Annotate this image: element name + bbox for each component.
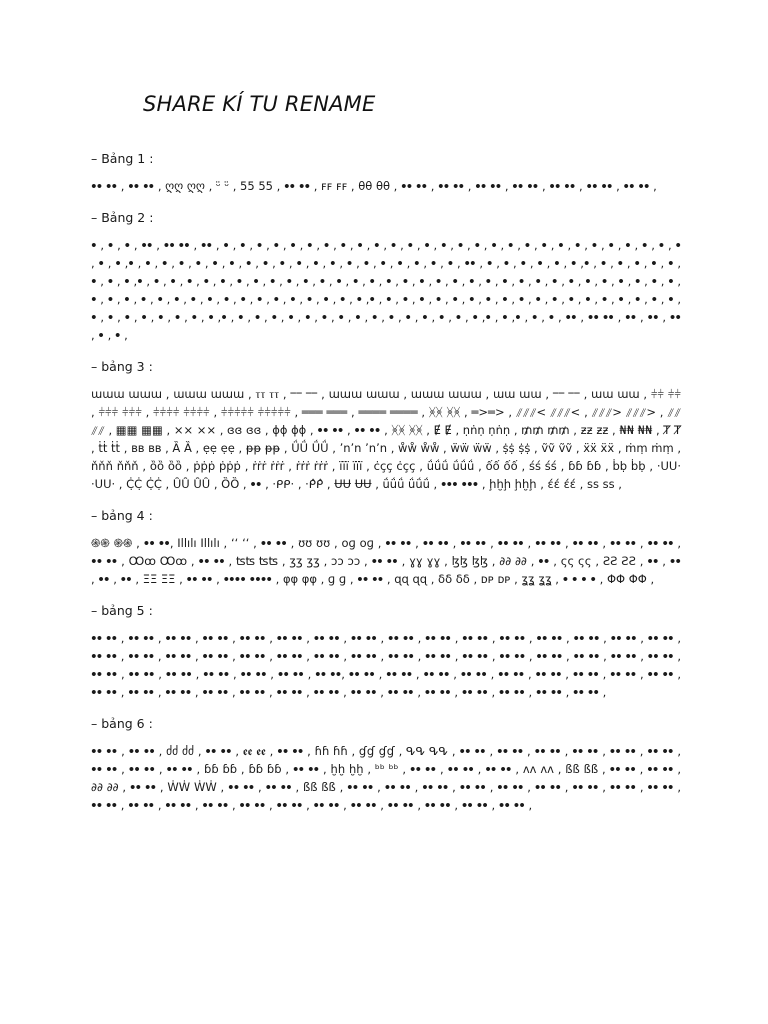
document-body	[91, 150, 681, 828]
section-bang-4	[91, 507, 681, 588]
section-heading: – Bảng 1 :	[91, 151, 154, 166]
section-bang-5	[91, 602, 681, 701]
section-heading: – bảng 3 :	[91, 359, 153, 374]
section-heading: – bảng 6 :	[91, 716, 153, 731]
section-body: ֍֍ ֍֍ , ꔷꔷ ꔷꔷ, Illılı Illılı , ‘‘ ‘‘ , ꔷꔷ ꔷꔷ , ʊʊ ʊʊ , ᴏɡ ᴏɡ , ꔷꔷ ꔷꔷ , ꔷꔷ ꔷꔷ , ꔷꔷ ꔷꔷ , ꔷꔷ ꔷꔷ , ꔷꔷ ꔷꔷ , ꔷꔷ ꔷꔷ , ꔷꔷ ꔷꔷ , ꔷꔷ ꔷꔷ , ꔷꔷ ꔷꔷ , Ꝏꝏ Ꝏꝏ , ꔷꔷ ꔷꔷ , ʦʦ ʦʦ , ʒʒ ʒʒ , ɔɔ ɔɔ , ꔷꔷ ꔷꔷ , ɣɣ ɣɣ , ɮɮ ɮɮ , ∂∂ ∂∂ , ꔷꔷ , ςς ςς , ƧƧ ƧƧ , ꔷꔷ , ꔷꔷ , ꔷꔷ , ꔷꔷ , ΞΞ ΞΞ , ꔷꔷ ꔷꔷ , ꔷꔷꔷꔷ ꔷꔷꔷꔷ , φφ φφ , ɡ ɡ , ꔷꔷ ꔷꔷ , ɋɋ ɋɋ , δδ δδ , ᴅᴘ ᴅᴘ , ʓʓ ʓʓ , ꔷ ꔷ ꔷ ꔷ , ΦΦ ΦΦ ,	[91, 536, 681, 586]
section-heading: – bảng 5 :	[91, 603, 153, 618]
section-body: ɯɯɯ ɯɯɯ , ɯɯɯ ɯɯɯ , ⲧⲧ ⲧⲧ , ⲻⲻ ⲻⲻ , ɯɯɯ ɯɯɯ , ɯɯɯ ɯɯɯ , ɯɯ ɯɯ , ⲻⲻ ⲻⲻ , ɯɯ ɯɯ , ⫩⫩ ⫩⫩ , ⫩⫩⫩ ⫩⫩⫩ , ⫩⫩⫩⫩ ⫩⫩⫩⫩ , ⫩⫩⫩⫩⫩ ⫩⫩⫩⫩⫩ , ═══ ═══ , ════ ════ , ᚸᚸ ᚸᚸ , ═>═> , ⫽⫽⫽< ⫽⫽⫽< , ⫽⫽⫽> ⫽⫽⫽> , ⫽⫽ ⫽⫽ , ▦▦ ▦▦ , ⨯⨯ ⨯⨯ , ɞɞ ɞɞ , ɸɸ ɸɸ , ꔷꔷ ꔷꔷ , ꔷꔷ ꔷꔷ , ᚸᚸ ᚸᚸ , Ɇ Ɇ , ṇṅṇ ṇṅṇ , ₥₥ ₥₥ , ƶƶ ƶƶ , ₦₦ ₦₦ , Ⱦ Ⱦ , ṫṫ ṫṫ , ʙʙ ʙʙ , Ȁ Ȁ , ẹẹ ẹẹ , ᵽᵽ ᵽᵽ , ǗǗ ǗǗ , ʼnʼn ʼnʼn , ẘẘ ẘẘ , ẅẅ ẅẅ , ṩṩ ṩṩ , ṽṽ ṽṽ , ẍẍ ẍẍ , ṁṃ ṁṃ , ňňň ňňň , ȍȍ ȍȍ , ṗṗṗ ṗṗṗ , ṙṙṙ ṙṙṙ , ṙṙṙ ṙṙṙ , ïïï ïïï , ċçç ċçç , ǘǘǘ ǘǘǘ , ốố ốố , śś śś , ɓɓ ɓɓ , ḃḅ ḃḅ , ·ꓴꓴ· ·ꓴꓴ· , Ċ̣Ċ̣ Ċ̣Ċ̣ , ȖȖ ȖȖ , ȌȌ , ꔷꔷ , ·ᑭᑭ· , ·ᑭ̂ᑭ̂ , ɄɄ ɄɄ , ǘǘǘ ǘǘǘ , ꔷꔷꔷ ꔷꔷꔷ , ḩḫḩ ḩḫḩ , ɛ́ɛ́ ɛ́ɛ́ , ꜱꜱ ꜱꜱ ,	[91, 387, 681, 491]
section-bang-6	[91, 715, 681, 814]
section-bang-1	[91, 150, 681, 195]
document-title: SHARE KÍ TU RENAME	[143, 92, 376, 116]
section-bang-2	[91, 209, 681, 344]
section-heading: – Bảng 2 :	[91, 210, 154, 225]
section-body: ꔷ , ꔷ , ꔷ , ꔷꔷ , ꔷꔷ ꔷꔷ , ꔷꔷ , ꔷ , ꔷ , ꔷ , ꔷ , ꔷ , ꔷ , ꔷ , ꔷ , ꔷ , ꔷ , ꔷ , ꔷ , ꔷ , ꔷ , ꔷ , ꔷ , ꔷ , ꔷ , ꔷ , ꔷ , ꔷ , ꔷ , ꔷ , ꔷ , ꔷ , ꔷ , ꔷ , ꔷ , ꔷ , ꔷ ,ꔷ , ꔷ , ꔷ , ꔷ , ꔷ , ꔷ , ꔷ , ꔷ , ꔷ , ꔷ , ꔷ , ꔷ , ꔷ , ꔷ , ꔷ , ꔷ , ꔷ , ꔷ , ꔷ , ꔷ , ꔷꔷ , ꔷ , ꔷ , ꔷ , ꔷ , ꔷ , ꔷ ,ꔷ , ꔷ , ꔷ , ꔷ , ꔷ , ꔷ , ꔷ , ꔷ , ꔷ ,ꔷ , ꔷ , ꔷ , ꔷ , ꔷ , ꔷ , ꔷ , ꔷ , ꔷ , ꔷ , ꔷ , ꔷ , ꔷ , ꔷ , ꔷ , ꔷ , ꔷ , ꔷ , ꔷ , ꔷ , ꔷ , ꔷ , ꔷ , ꔷ , ꔷ , ꔷ , ꔷ , ꔷ , ꔷ , ꔷ , ꔷ , ꔷ , ꔷ , ꔷ , ꔷ , ꔷ , ꔷ , ꔷ , ꔷ , ꔷ , ꔷ , ꔷ , ꔷ , ꔷ , ꔷ , ꔷ , ꔷ , ꔷ , ꔷ , ꔷ ,ꔷ , ꔷ , ꔷ , ꔷ , ꔷ , ꔷ , ꔷ , ꔷ , ꔷ , ꔷ , ꔷ , ꔷ , ꔷ , ꔷ , ꔷ , ꔷ , ꔷ , ꔷ , ꔷ , ꔷ , ꔷ , ꔷ , ꔷ , ꔷ , ꔷ , ꔷ , ꔷ ,ꔷ , ꔷ , ꔷ , ꔷ , ꔷ , ꔷ , ꔷ , ꔷ , ꔷ , ꔷ , ꔷ , ꔷ , ꔷ , ꔷ , ꔷ , ꔷ ,ꔷ , ꔷ ,ꔷ , ꔷ , ꔷ , ꔷꔷ , ꔷꔷ ꔷꔷ , ꔷꔷ , ꔷꔷ , ꔷꔷ , ꔷ , ꔷ ,	[91, 238, 681, 342]
section-heading: – bảng 4 :	[91, 508, 153, 523]
section-bang-3	[91, 358, 681, 493]
section-body: ꔷꔷ ꔷꔷ , ꔷꔷ ꔷꔷ , ძძ ძძ , ꔷꔷ ꔷꔷ , ꬲꬲ ꬲꬲ , ꔷꔷ ꔷꔷ , ɦɦ ɦɦ , ɠɠ ɠɠ , ᕴᕴ ᕴᕴ , ꔷꔷ ꔷꔷ , ꔷꔷ ꔷꔷ , ꔷꔷ ꔷꔷ , ꔷꔷ ꔷꔷ , ꔷꔷ ꔷꔷ , ꔷꔷ ꔷꔷ , ꔷꔷ ꔷꔷ , ꔷꔷ ꔷꔷ , ꔷꔷ ꔷꔷ , ɓɓ ɓɓ , ɓɓ ɓɓ , ꔷꔷ ꔷꔷ , ḫḫ ḫḫ , ᵇᵇ ᵇᵇ , ꔷꔷ ꔷꔷ , ꔷꔷ ꔷꔷ , ꔷꔷ ꔷꔷ , ᴧᴧ ᴧᴧ , ßß ßß , ꔷꔷ ꔷꔷ , ꔷꔷ ꔷꔷ , ∂∂ ∂∂ , ꔷꔷ ꔷꔷ , ẆẆ ẆẆ , ꔷꔷ ꔷꔷ , ꔷꔷ ꔷꔷ , ßß ßß , ꔷꔷ ꔷꔷ , ꔷꔷ ꔷꔷ , ꔷꔷ ꔷꔷ , ꔷꔷ ꔷꔷ , ꔷꔷ ꔷꔷ , ꔷꔷ ꔷꔷ , ꔷꔷ ꔷꔷ , ꔷꔷ ꔷꔷ , ꔷꔷ ꔷꔷ , ꔷꔷ ꔷꔷ , ꔷꔷ ꔷꔷ , ꔷꔷ ꔷꔷ , ꔷꔷ ꔷꔷ , ꔷꔷ ꔷꔷ , ꔷꔷ ꔷꔷ , ꔷꔷ ꔷꔷ , ꔷꔷ ꔷꔷ , ꔷꔷ ꔷꔷ , ꔷꔷ ꔷꔷ , ꔷꔷ ꔷꔷ , ꔷꔷ ꔷꔷ ,	[91, 744, 681, 812]
section-body: ꔷꔷ ꔷꔷ , ꔷꔷ ꔷꔷ , ꔷꔷ ꔷꔷ , ꔷꔷ ꔷꔷ , ꔷꔷ ꔷꔷ , ꔷꔷ ꔷꔷ , ꔷꔷ ꔷꔷ , ꔷꔷ ꔷꔷ , ꔷꔷ ꔷꔷ , ꔷꔷ ꔷꔷ , ꔷꔷ ꔷꔷ , ꔷꔷ ꔷꔷ , ꔷꔷ ꔷꔷ , ꔷꔷ ꔷꔷ , ꔷꔷ ꔷꔷ , ꔷꔷ ꔷꔷ , ꔷꔷ ꔷꔷ , ꔷꔷ ꔷꔷ , ꔷꔷ ꔷꔷ , ꔷꔷ ꔷꔷ , ꔷꔷ ꔷꔷ , ꔷꔷ ꔷꔷ , ꔷꔷ ꔷꔷ , ꔷꔷ ꔷꔷ , ꔷꔷ ꔷꔷ , ꔷꔷ ꔷꔷ , ꔷꔷ ꔷꔷ , ꔷꔷ ꔷꔷ , ꔷꔷ ꔷꔷ , ꔷꔷ ꔷꔷ , ꔷꔷ ꔷꔷ , ꔷꔷ ꔷꔷ , ꔷꔷ ꔷꔷ , ꔷꔷ ꔷꔷ , ꔷꔷ ꔷꔷ , ꔷꔷ ꔷꔷ , ꔷꔷ ꔷꔷ , ꔷꔷ ꔷꔷ , ꔷꔷ ꔷꔷ, ꔷꔷ ꔷꔷ , ꔷꔷ ꔷꔷ , ꔷꔷ ꔷꔷ , ꔷꔷ ꔷꔷ , ꔷꔷ ꔷꔷ , ꔷꔷ ꔷꔷ , ꔷꔷ ꔷꔷ , ꔷꔷ ꔷꔷ , ꔷꔷ ꔷꔷ , ꔷꔷ ꔷꔷ , ꔷꔷ ꔷꔷ , ꔷꔷ ꔷꔷ , ꔷꔷ ꔷꔷ , ꔷꔷ ꔷꔷ , ꔷꔷ ꔷꔷ , ꔷꔷ ꔷꔷ , ꔷꔷ ꔷꔷ , ꔷꔷ ꔷꔷ , ꔷꔷ ꔷꔷ , ꔷꔷ ꔷꔷ , ꔷꔷ ꔷꔷ , ꔷꔷ ꔷꔷ , ꔷꔷ ꔷꔷ ,	[91, 631, 681, 699]
section-body: ꔷꔷ ꔷꔷ , ꔷꔷ ꔷꔷ , ღღ ღღ , ᵕ̈ ᵕ̈ , 55 55 , ꔷꔷ ꔷꔷ , ꜰꜰ ꜰꜰ , θθ θθ , ꔷꔷ ꔷꔷ , ꔷꔷ ꔷꔷ , ꔷꔷ ꔷꔷ , ꔷꔷ ꔷꔷ , ꔷꔷ ꔷꔷ , ꔷꔷ ꔷꔷ , ꔷꔷ ꔷꔷ ,	[91, 179, 657, 193]
